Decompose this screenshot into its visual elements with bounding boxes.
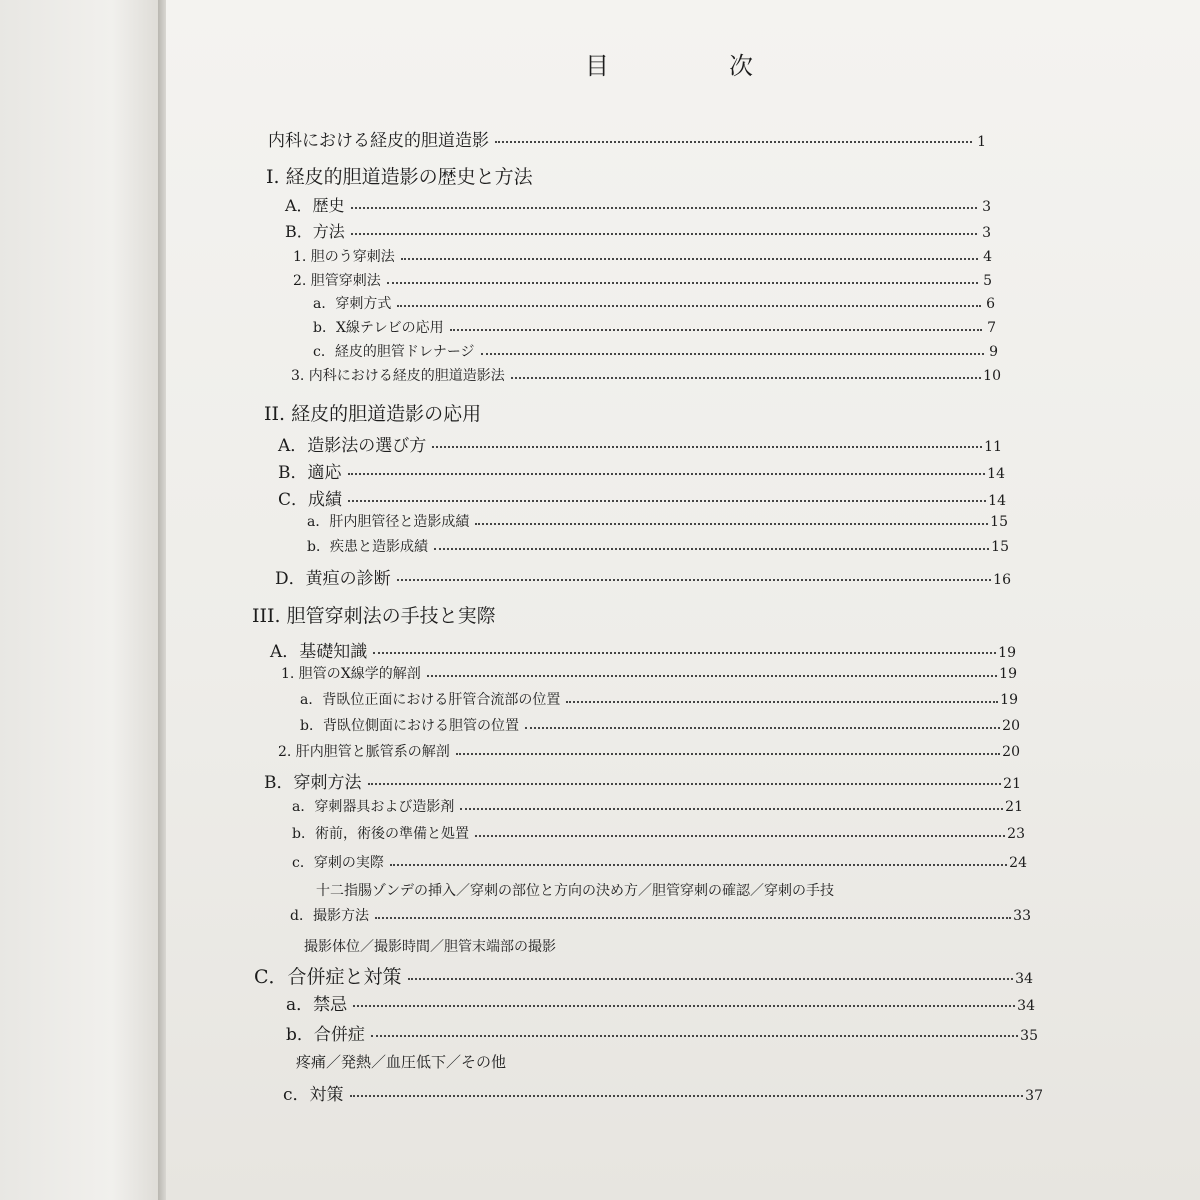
leader-dots: [390, 864, 1007, 866]
toc-entry: [278, 458, 1005, 483]
toc-entry-label: b．術前，術後の準備と処置: [292, 826, 469, 842]
toc-entry: [286, 990, 1035, 1015]
toc-entry-label: c．穿刺の実際: [292, 855, 384, 871]
toc-entry-page: 35: [1020, 1028, 1038, 1044]
book-gutter: [158, 0, 166, 1200]
toc-entry-label: D．黄疸の診断: [275, 569, 391, 589]
toc-subtopics-note: 撮影体位／撮影時間／胆管末端部の撮影: [304, 939, 556, 955]
leader-dots: [375, 917, 1011, 919]
toc-entry-page: 1: [977, 134, 986, 150]
toc-entry-page: 5: [983, 273, 992, 289]
toc-entry-label: 3. 内科における経皮的胆道造影法: [291, 368, 505, 384]
leader-dots: [387, 282, 978, 284]
leader-dots: [348, 500, 986, 502]
leader-dots: [397, 305, 981, 307]
toc-entry-label: 1. 胆のう穿刺法: [293, 249, 395, 265]
section-heading-3: III. 胆管穿刺法の手技と実際: [252, 605, 496, 627]
toc-entry: [278, 741, 1020, 761]
toc-entry-label: c．経皮的胆管ドレナージ: [313, 344, 475, 360]
toc-entry: [275, 564, 1011, 589]
left-page: [0, 0, 160, 1200]
section-heading-2: II. 経皮的胆道造影の応用: [264, 403, 482, 425]
toc-entry-label: A．基礎知識: [270, 642, 368, 662]
toc-entry-label: C．合併症と対策: [254, 966, 402, 988]
toc-entry-label: a．肝内胆管径と造影成績: [307, 514, 470, 530]
toc-entry-page: 9: [989, 344, 998, 360]
toc-entry-page: 23: [1007, 826, 1025, 842]
toc-entry: [285, 219, 991, 242]
toc-entry-label: B．方法: [285, 222, 345, 241]
toc-entry-label: d．撮影方法: [290, 908, 369, 924]
toc-entry-page: 19: [999, 666, 1017, 682]
toc-entry-label: A．歴史: [285, 196, 345, 215]
toc-entry: [254, 962, 1033, 989]
toc-entry-page: 15: [990, 514, 1008, 530]
section-heading-1: I. 経皮的胆道造影の歴史と方法: [266, 166, 533, 188]
leader-dots: [525, 727, 1000, 729]
toc-entry: [307, 536, 1009, 556]
toc-entry: [285, 193, 991, 216]
toc-subtopics-note: 疼痛／発熱／血圧低下／その他: [296, 1053, 507, 1071]
leader-dots: [475, 523, 988, 525]
toc-entry: [313, 317, 996, 337]
leader-dots: [401, 258, 978, 260]
toc-entry-label: b．合併症: [286, 1025, 365, 1045]
toc-entry-page: 7: [987, 320, 996, 336]
leader-dots: [348, 473, 986, 475]
toc-entry-page: 19: [1000, 692, 1018, 708]
leader-dots: [432, 446, 982, 448]
leader-dots: [511, 377, 981, 379]
toc-entry: [292, 852, 1027, 872]
toc-entry-label: 1. 胆管のX線学的解剖: [281, 666, 421, 682]
toc-entry: [270, 637, 1016, 662]
toc-entry: [300, 715, 1020, 735]
toc-entry: [292, 823, 1025, 843]
toc-entry-page: 10: [983, 368, 1001, 384]
toc-entry: [292, 796, 1023, 816]
toc-entry-page: 11: [984, 439, 1002, 455]
toc-entry-page: 21: [1003, 776, 1021, 792]
leader-dots: [427, 675, 997, 677]
toc-entry-label: a．穿刺器具および造影剤: [292, 799, 455, 815]
toc-entry: [293, 270, 992, 290]
toc-entry-page: 3: [982, 199, 991, 215]
toc-entry-page: 19: [998, 645, 1016, 661]
leader-dots: [373, 652, 996, 654]
page-title: 目 次: [585, 52, 801, 80]
toc-entry: [313, 293, 995, 313]
toc-entry: [307, 511, 1008, 531]
toc-entry: [278, 431, 1002, 456]
leader-dots: [351, 207, 977, 209]
toc-entry-label: a．穿刺方式: [313, 296, 392, 312]
toc-entry: [291, 365, 1001, 385]
leader-dots: [351, 233, 977, 235]
leader-dots: [460, 808, 1003, 810]
leader-dots: [397, 579, 992, 581]
toc-entry: [264, 768, 1021, 793]
toc-entry-label: C．成績: [278, 490, 343, 510]
leader-dots: [408, 978, 1014, 980]
leader-dots: [350, 1095, 1024, 1097]
toc-entry-page: 4: [983, 249, 992, 265]
leader-dots: [566, 701, 998, 703]
toc-entry-label: B．適応: [278, 463, 342, 483]
leader-dots: [353, 1005, 1015, 1007]
leader-dots: [434, 548, 989, 550]
toc-entry-page: 14: [987, 466, 1005, 482]
toc-entry-page: 20: [1002, 744, 1020, 760]
toc-entry: [300, 689, 1018, 709]
toc-entry-label: 2. 肝内胆管と脈管系の解剖: [278, 744, 450, 760]
toc-entry-label: B．穿刺方法: [264, 773, 362, 793]
leader-dots: [475, 835, 1005, 837]
toc-entry-page: 34: [1017, 998, 1035, 1014]
toc-entry: [278, 485, 1006, 510]
leader-dots: [456, 753, 1000, 755]
toc-entry-page: 24: [1009, 855, 1027, 871]
toc-entry-page: 14: [988, 493, 1006, 509]
toc-entry-page: 34: [1015, 971, 1033, 987]
toc-entry-label: b．疾患と造影成績: [307, 539, 428, 555]
toc-entry-page: 20: [1002, 718, 1020, 734]
toc-entry-label: b．X線テレビの応用: [313, 320, 444, 336]
toc-subtopics-note: 十二指腸ゾンデの挿入／穿刺の部位と方向の決め方／胆管穿刺の確認／穿刺の手技: [316, 883, 834, 899]
toc-entry-label: c．対策: [283, 1085, 344, 1105]
toc-entry: [290, 905, 1031, 925]
leader-dots: [481, 353, 984, 355]
toc-entry-page: 16: [993, 572, 1011, 588]
toc-entry-page: 21: [1005, 799, 1023, 815]
leader-dots: [495, 141, 972, 143]
leader-dots: [450, 329, 982, 331]
toc-entry-label: 2. 胆管穿刺法: [293, 273, 381, 289]
toc-entry-page: 3: [982, 225, 991, 241]
toc-entry-page: 37: [1025, 1088, 1043, 1104]
toc-entry-page: 6: [986, 296, 995, 312]
toc-entry-label: b．背臥位側面における胆管の位置: [300, 718, 519, 734]
toc-entry-label: 内科における経皮的胆道造影: [268, 131, 489, 151]
leader-dots: [368, 783, 1002, 785]
toc-entry: [283, 1080, 1043, 1105]
toc-entry-page: 33: [1013, 908, 1031, 924]
toc-entry: [293, 246, 992, 266]
toc-entry: [313, 341, 998, 361]
toc-entry-label: a．背臥位正面における肝管合流部の位置: [300, 692, 561, 708]
toc-entry: [281, 663, 1017, 683]
toc-entry: [286, 1020, 1038, 1045]
toc-entry-intro: [268, 126, 986, 151]
toc-entry-label: A．造影法の選び方: [278, 436, 427, 456]
toc-entry-label: a．禁忌: [286, 995, 348, 1015]
leader-dots: [371, 1035, 1018, 1037]
toc-entry-page: 15: [991, 539, 1009, 555]
